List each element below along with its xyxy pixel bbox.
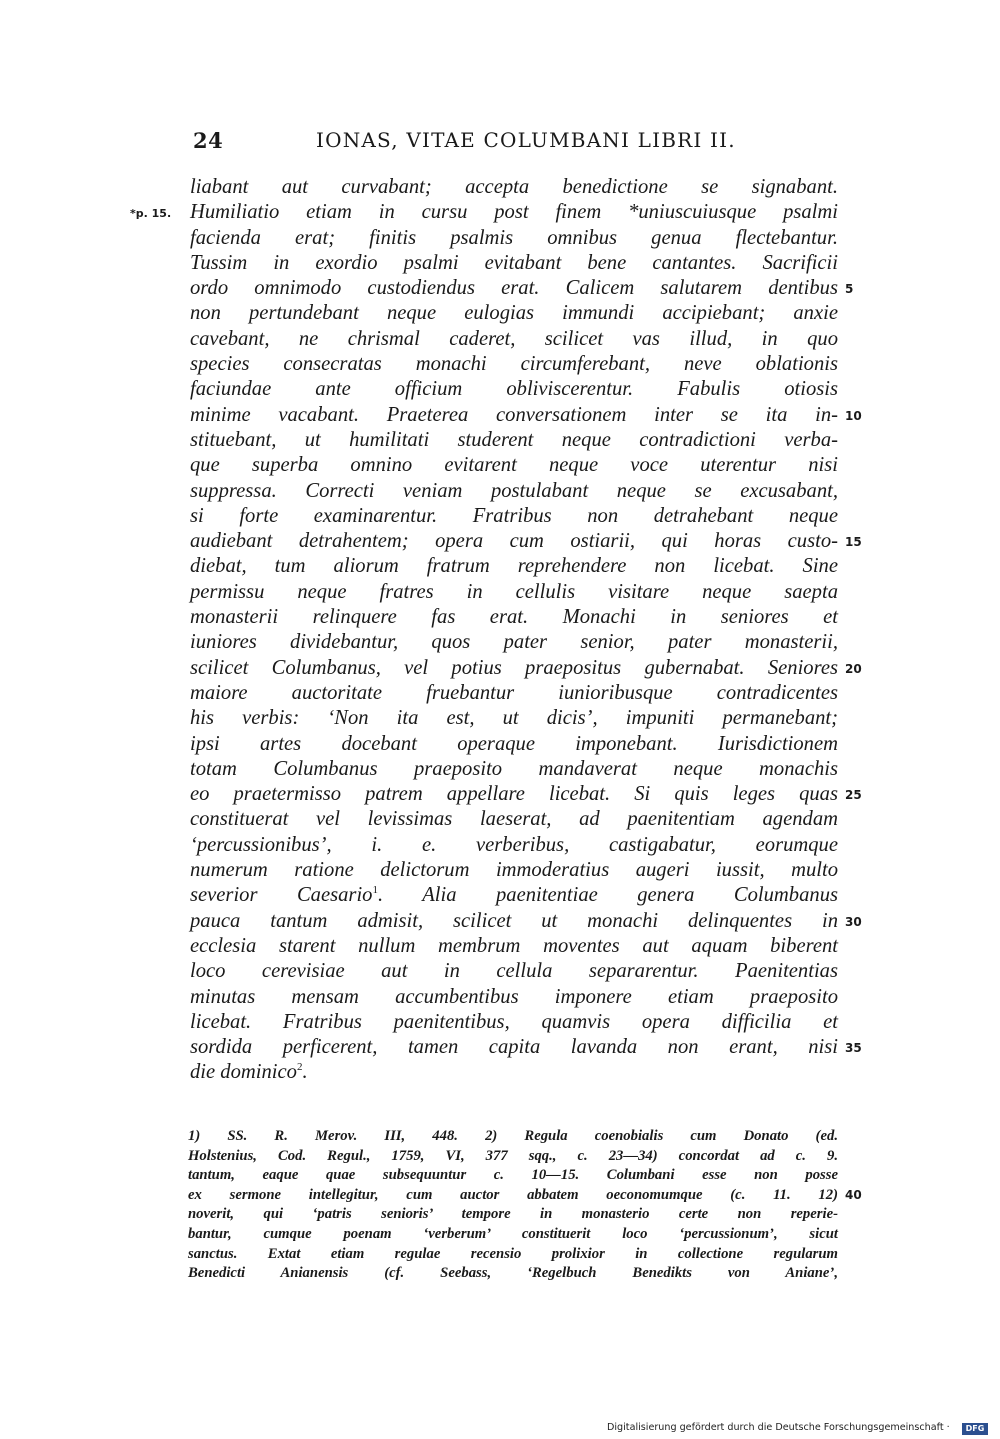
text-line: [190, 757, 838, 782]
line-text-continued: .: [302, 1061, 308, 1084]
line-text: facienda erat; finitis psalmis omnibus genua flectebantur.: [190, 226, 838, 249]
footnote-text: 1) SS. R. Merov. III, 448. 2) Regula coenobialis cum Donato (ed.: [188, 1128, 838, 1144]
footnote-marker: 1: [372, 884, 378, 897]
text-line: [190, 529, 862, 554]
footnote-line: [188, 1205, 838, 1225]
text-line: [130, 200, 838, 225]
footnote-line: [188, 1166, 838, 1186]
text-line: [190, 1060, 838, 1085]
footnote-text: tantum, eaque quae subsequuntur c. 10—15. Columbani esse non posse: [188, 1167, 838, 1184]
footnotes: [188, 1127, 862, 1284]
text-line: [190, 276, 854, 301]
footnote-line: [188, 1127, 838, 1147]
line-text: minime vacabant. Praeterea conversationem inter se ita in-: [190, 403, 838, 426]
footnote-marker: 2: [296, 1061, 303, 1074]
text-line: [190, 909, 862, 934]
text-line: [190, 403, 862, 428]
text-line: [190, 428, 838, 453]
text-line: [190, 175, 838, 200]
line-text: ecclesia starent nullum membrum moventes aut aquam biberent: [190, 934, 838, 957]
text-line: [190, 807, 838, 832]
footnote-line: [188, 1147, 838, 1167]
line-text: non pertundebant neque eulogias immundi accipiebant; anxie: [190, 302, 838, 325]
line-text: faciundae ante officium obliviscerentur. Fabulis otiosis: [190, 378, 838, 401]
line-text: permissu neque fratres in cellulis visitare neque saepta: [190, 580, 838, 603]
line-text: suppressa. Correcti veniam postulabant neque se excusabant,: [190, 479, 838, 502]
text-line: [190, 327, 838, 352]
line-text: ipsi artes docebant operaque imponebant. Iurisdictionem: [190, 732, 838, 755]
text-line: [190, 985, 838, 1010]
line-text: species consecratas monachi circumferebant, neve oblationis: [190, 353, 838, 376]
text-line: [190, 377, 838, 402]
line-text: cavebant, ne chrismal caderet, scilicet vas illud, in quo: [190, 327, 838, 350]
line-text: audiebant detrahentem; opera cum ostiarii, qui horas custo-: [190, 530, 838, 553]
line-text: severior Caesario: [190, 884, 373, 907]
line-text-continued: . Alia paenitentiae genera Columbanus: [377, 884, 838, 907]
line-text: numerum ratione delictorum immoderatius augeri iussit, multo: [190, 859, 838, 882]
line-text: stituebant, ut humilitati studerent neque contradictioni verba-: [190, 428, 838, 451]
line-text: iuniores dividebantur, quos pater senior, pater monasterii,: [190, 631, 838, 654]
text-line: [190, 352, 838, 377]
text-line: [190, 833, 838, 858]
line-number: 25: [845, 788, 862, 803]
line-text: constituerat vel levissimas laeserat, ad paenitentiam agendam: [190, 808, 838, 831]
line-text: que superba omnino evitarent neque voce uterentur nisi: [190, 454, 838, 477]
line-text: scilicet Columbanus, vel potius praepositus gubernabat. Seniores: [190, 656, 838, 679]
line-number: 5: [845, 282, 854, 297]
main-text: [130, 175, 862, 1086]
line-text: die dominico: [190, 1061, 297, 1084]
line-text: eo praetermisso patrem appellare licebat. Si quis leges quas: [190, 783, 838, 806]
page-number: 24: [193, 128, 224, 153]
text-line: [190, 1035, 862, 1060]
text-line: [190, 226, 838, 251]
digitization-credit: Digitalisierung gefördert durch die Deutsche Forschungsgemeinschaft ·: [607, 1422, 950, 1433]
text-line: [190, 630, 838, 655]
line-text: Tussim in exordio psalmi evitabant bene cantantes. Sacrificii: [190, 251, 838, 274]
footnote-line: [188, 1245, 838, 1265]
line-text: Humiliatio etiam in cursu post finem *uniuscuiusque psalmi: [190, 201, 838, 224]
line-text: pauca tantum admisit, scilicet ut monachi delinquentes in: [190, 909, 838, 932]
line-number: 40: [845, 1187, 862, 1202]
line-number: 10: [845, 408, 862, 423]
footnote-line: [188, 1186, 862, 1206]
line-number: 20: [845, 661, 862, 676]
text-line: [190, 858, 838, 883]
footnote-text: Holstenius, Cod. Regul., 1759, VI, 377 sqq., c. 23—34) concordat ad c. 9.: [188, 1147, 838, 1164]
line-text: sordida perficerent, tamen capita lavanda non erant, nisi: [190, 1036, 838, 1059]
text-line: [190, 883, 838, 908]
margin-page-reference: *p. 15.: [130, 207, 172, 221]
text-line: [190, 959, 838, 984]
text-line: [190, 605, 838, 630]
text-line: [190, 554, 838, 579]
footnote-line: [188, 1225, 838, 1245]
line-text: ordo omnimodo custodiendus erat. Calicem salutarem dentibus: [190, 277, 838, 300]
line-number: 30: [845, 914, 862, 929]
footnote-text: Benedicti Anianensis (cf. Seebass, ‘Regelbuch Benedikts von Aniane’,: [188, 1265, 838, 1282]
line-number: 35: [845, 1041, 862, 1056]
line-text: his verbis: ‘Non ita est, ut dicis’, impuniti permanebant;: [190, 707, 838, 730]
line-text: maiore auctoritate fruebantur iunioribusque contradicentes: [190, 681, 838, 704]
footnote-text: bantur, cumque poenam ‘verberum’ constituerit loco ‘percussionum’, sicut: [188, 1225, 838, 1242]
line-number: 15: [845, 535, 862, 550]
text-line: [190, 782, 862, 807]
footnote-text: sanctus. Extat etiam regulae recensio prolixior in collectione regularum: [188, 1245, 838, 1262]
running-title: IONAS, VITAE COLUMBANI LIBRI II.: [316, 128, 736, 152]
line-text: liabant aut curvabant; accepta benedictione se signabant.: [190, 176, 838, 198]
text-line: [190, 656, 862, 681]
line-text: licebat. Fratribus paenitentibus, quamvis opera difficilia et: [190, 1010, 838, 1033]
text-line: [190, 479, 838, 504]
text-line: [190, 504, 838, 529]
footnote-text: noverit, qui ‘patris senioris’ tempore in monasterio certe non reperie-: [188, 1206, 838, 1223]
line-text: monasterii relinquere fas erat. Monachi in seniores et: [190, 606, 838, 629]
page-header: [193, 128, 833, 158]
footnote-line: [188, 1264, 838, 1284]
footnote-text: ex sermone intellegitur, cum auctor abbatem oeconomumque (c. 11. 12): [188, 1186, 838, 1203]
text-line: [190, 453, 838, 478]
dfg-logo: DFG: [962, 1423, 988, 1435]
text-line: [190, 934, 838, 959]
text-line: [190, 251, 838, 276]
text-line: [190, 732, 838, 757]
text-line: [190, 1010, 838, 1035]
line-text: totam Columbanus praeposito mandaverat neque monachis: [190, 757, 838, 780]
line-text: ‘percussionibus’, i. e. verberibus, castigabatur, eorumque: [190, 833, 838, 856]
line-text: loco cerevisiae aut in cellula separarentur. Paenitentias: [190, 960, 838, 983]
line-text: minutas mensam accumbentibus imponere etiam praeposito: [190, 985, 838, 1008]
text-line: [190, 580, 838, 605]
text-line: [190, 706, 838, 731]
line-text: diebat, tum aliorum fratrum reprehendere non licebat. Sine: [190, 555, 838, 578]
text-line: [190, 301, 838, 326]
line-text: si forte examinarentur. Fratribus non detrahebant neque: [190, 504, 838, 527]
text-line: [190, 681, 838, 706]
